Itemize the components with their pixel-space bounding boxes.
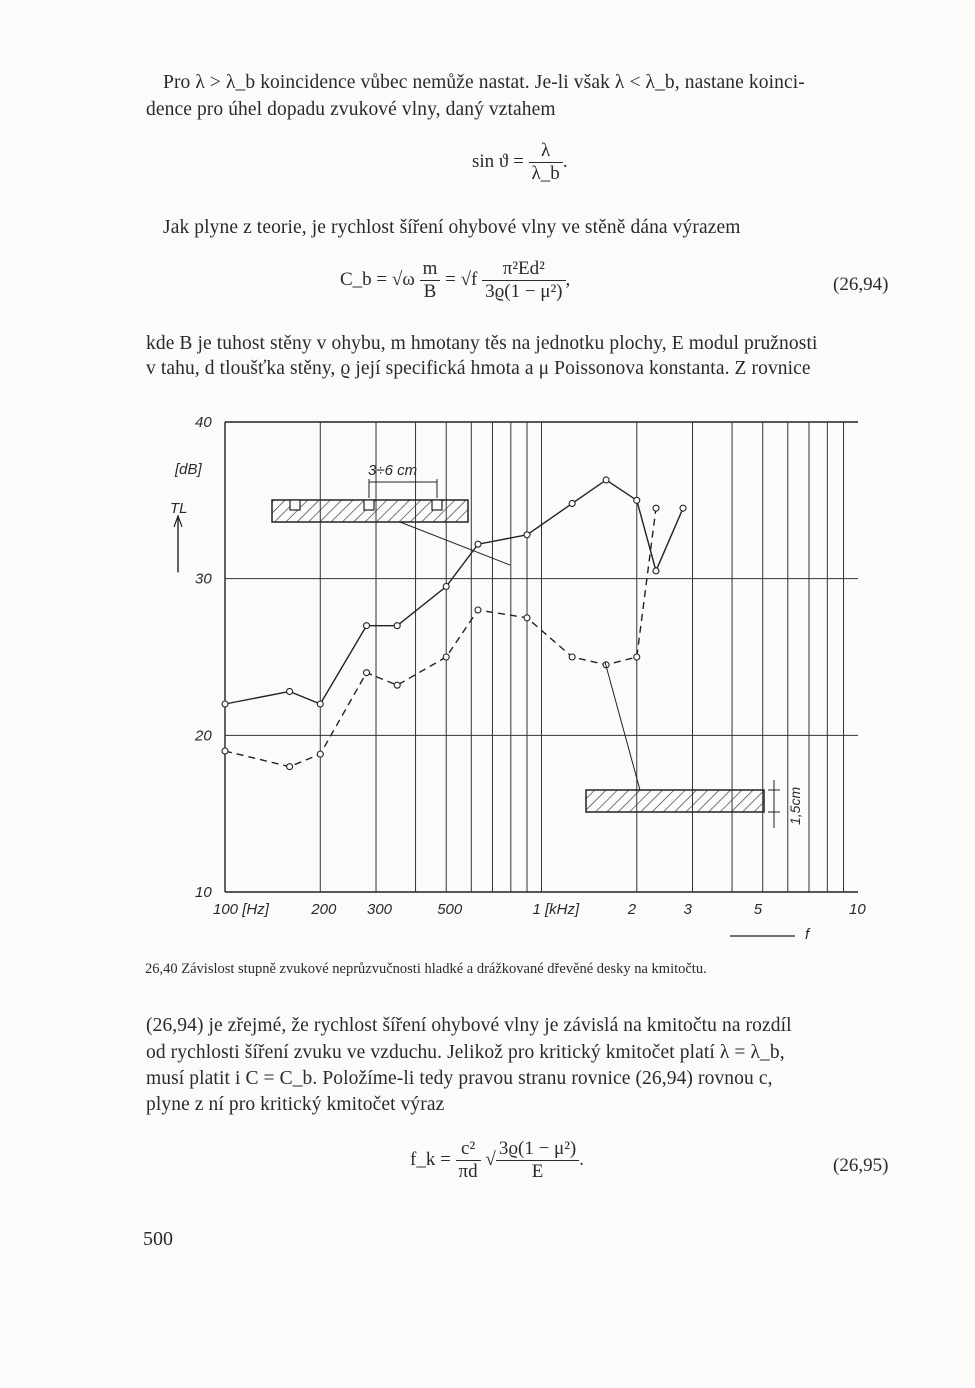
eq1-number: (26,94) (833, 274, 889, 295)
x-tick-label: 100 [Hz] (213, 901, 269, 918)
equation-26-94: C_b = √ω $\frac{m}{B}$ = √f $\frac{\text{π²Ed²}}{\text{3ϱ(1 − μ²)}}$ , (340, 258, 571, 302)
data-point (287, 764, 293, 770)
data-point (317, 751, 323, 757)
y-tick-label: 30 (195, 570, 212, 588)
data-point (364, 623, 370, 629)
text-line-7: od rychlosti šíření zvuku ve vzduchu. Jelikož pro kritický kmitočet platí λ = λ_b, (146, 1042, 785, 1063)
thickness-dimension: 1,5cm (787, 786, 803, 825)
data-point (475, 607, 481, 613)
x-tick-label: 1 [kHz] (532, 901, 580, 918)
x-tick-label: 200 (311, 901, 337, 918)
data-point (569, 654, 575, 660)
data-point (653, 568, 659, 574)
eq2-num: c² (456, 1138, 481, 1161)
eq-sin-lhs: sin ϑ = (472, 150, 524, 172)
data-point (287, 688, 293, 694)
eq2-den: πd (458, 1161, 478, 1182)
eq2-root-frac (496, 1138, 579, 1183)
eq2-rden: E (531, 1161, 544, 1182)
y-axis-label: TL (170, 500, 188, 518)
data-point (317, 701, 323, 707)
y-tick-label: 20 (195, 727, 212, 745)
eq2-lhs: f_k = (410, 1148, 451, 1170)
x-tick-label: 3 (683, 901, 692, 918)
data-point (680, 505, 686, 511)
smooth-plate-diagram (586, 662, 780, 828)
data-point (443, 654, 449, 660)
data-point (634, 654, 640, 660)
data-point (475, 541, 481, 547)
text-line-1: Pro λ > λ_b koincidence vůbec nemůže nastat. Je-li však λ < λ_b, nastane koinci- (163, 72, 805, 93)
groove-dimension: 3÷6 cm (368, 462, 418, 479)
chart-grid (225, 422, 858, 892)
chart-labels (170, 414, 866, 943)
data-point (394, 682, 400, 688)
x-tick-label: 5 (753, 901, 763, 918)
x-axis-label: f (805, 926, 810, 943)
data-point (569, 500, 575, 506)
text-line-4: kde B je tuhost stěny v ohybu, m hmotany těs na jednotku plochy, E modul pružnosti (146, 333, 818, 354)
data-point (653, 505, 659, 511)
eq1-b: B (423, 281, 437, 302)
x-tick-label: 10 (849, 901, 866, 918)
data-point (443, 584, 449, 590)
data-point (603, 477, 609, 483)
eq-sin-num: λ (529, 140, 563, 163)
data-point (364, 670, 370, 676)
y-tick-label: 10 (195, 884, 212, 901)
grooved-plate-diagram (272, 479, 510, 565)
text-line-9: plyne z ní pro kritický kmitočet výraz (146, 1094, 445, 1115)
data-point (524, 615, 530, 621)
eq2-rnum: 3ϱ(1 − μ²) (496, 1138, 579, 1161)
text-line-8: musí platit i C = C_b. Položíme-li tedy pravou stranu rovnice (26,94) rovnou c, (146, 1068, 773, 1089)
eq1-num: π²Ed² (482, 258, 565, 281)
x-tick-label: 2 (627, 901, 637, 918)
x-tick-label: 300 (367, 901, 393, 918)
text-line-3: Jak plyne z teorie, je rychlost šíření ohybové vlny ve stěně dána výrazem (163, 217, 741, 238)
y-unit-label: [dB] (175, 461, 202, 478)
data-point (222, 701, 228, 707)
equation-sin: sin ϑ = $\frac{\lambda}{\lambda\_b}$ . (472, 140, 568, 184)
eq1-mid: = √f (445, 268, 478, 290)
eq1-c: C_b = √ω (340, 268, 415, 290)
eq-sin-frac (529, 140, 563, 185)
text-line-6: (26,94) je zřejmé, že rychlost šíření ohybové vlny je závislá na kmitočtu na rozdíl (146, 1015, 792, 1036)
series-line-2 (225, 508, 656, 766)
eq2-number: (26,95) (833, 1155, 889, 1176)
eq2-frac (456, 1138, 481, 1183)
figure-caption: 26,40 Závislost stupně zvukové neprůzvučnosti hladké a drážkované dřevěné desky na kmitočtu. (145, 961, 707, 977)
eq1-frac-main (482, 258, 565, 303)
data-point (634, 497, 640, 503)
eq-sin-den: λ_b (531, 163, 560, 184)
equation-26-95: f_k = $\frac{\text{c²}}{\pi d}$ √ $\frac{\text{3ϱ(1 − μ²)}}{E}$ . (410, 1138, 584, 1182)
data-point (394, 623, 400, 629)
page-number: 500 (143, 1228, 173, 1250)
data-point (524, 532, 530, 538)
data-point (222, 748, 228, 754)
eq1-m: m (420, 258, 441, 281)
text-line-5: v tahu, d tloušťka stěny, ϱ její specifická hmota a μ Poissonova konstanta. Z rovnice (146, 358, 811, 379)
eq1-den: 3ϱ(1 − μ²) (485, 281, 563, 302)
y-tick-label: 40 (195, 414, 212, 431)
eq1-frac-mb (420, 258, 441, 303)
text-line-2: dence pro úhel dopadu zvukové vlny, daný vztahem (146, 99, 556, 120)
figure-26-40 (0, 400, 975, 960)
x-tick-label: 500 (437, 901, 463, 918)
